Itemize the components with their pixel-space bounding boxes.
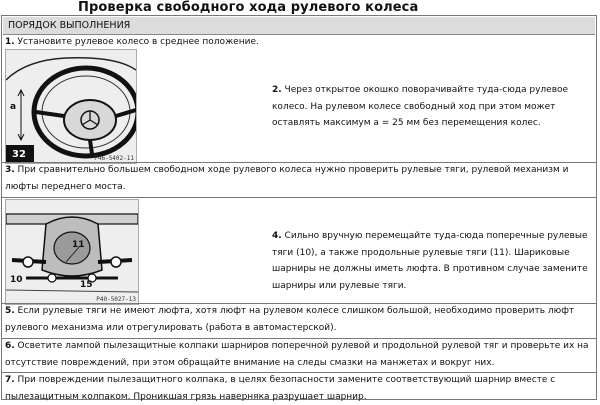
figure-1-label-a: a xyxy=(10,102,17,112)
step-5 xyxy=(5,303,595,336)
step-4-text: Сильно вручную перемещайте туда-сюда поперечные рулевые тяги (10), а также продольные рулевые тяги (11). Шариковые шарниры не должны иметь люфта. В противном случае замените шарниры или рулевые тяги. xyxy=(272,231,588,291)
figure-1-code: P46-5402-11 xyxy=(94,155,134,162)
step-7 xyxy=(5,372,595,405)
step-3-text: При сравнительно большем свободном ходе рулевого колеса нужно проверить рулевые тяги, рулевой механизм и люфты переднего моста. xyxy=(5,165,569,192)
step-6-text: Осветите лампой пылезащитные колпаки шарниров поперечной рулевой и продольной рулевой тяг и проверьте их на отсутствие повреждений, при этом обращайте внимание на следы смазки на манжетах и вокруг них. xyxy=(5,341,589,368)
divider xyxy=(2,197,596,198)
page-title: Проверка свободного хода рулевого колеса xyxy=(78,0,419,15)
step-2-number: 2. xyxy=(272,85,282,95)
step-5-text: Если рулевые тяги не имеют люфта, хотя люфт на рулевом колесе слишком большой, необходимо проверить люфт рулевого механизма или отрегулировать (работа в автомастерской). xyxy=(5,306,575,333)
section-header: ПОРЯДОК ВЫПОЛНЕНИЯ xyxy=(3,17,595,35)
figure-2-label-11: 11 xyxy=(72,240,85,250)
step-2 xyxy=(272,82,592,132)
step-4-number: 4. xyxy=(272,231,282,241)
steering-wheel-figure xyxy=(5,49,137,164)
figure-2-code: P40-5027-13 xyxy=(96,296,136,303)
figure-2-label-10: 10 xyxy=(10,275,23,285)
step-4 xyxy=(272,228,592,294)
step-5-number: 5. xyxy=(5,306,15,316)
step-2-text: Через открытое окошко поворачивайте туда-сюда рулевое колесо. На рулевом колесе свободный ход при этом может оставлять максимум а = 25 мм без перемещения колес. xyxy=(272,85,569,128)
instructions-panel xyxy=(1,15,597,400)
step-7-text: При повреждении пылезащитного колпака, в целях безопасности замените соответствующий шарнир вместе с пылезащитным колпаком. Проникшая грязь наверняка разрушает шарнир. xyxy=(5,375,556,402)
figure-1-label-32: 32 xyxy=(12,149,26,160)
step-6-number: 6. xyxy=(5,341,15,351)
step-1-number: 1. xyxy=(5,37,15,47)
step-6 xyxy=(5,338,595,371)
figure-2-label-15: 15 xyxy=(80,280,93,290)
step-3 xyxy=(5,162,595,195)
front-axle-figure xyxy=(5,199,139,305)
front-axle-drawing xyxy=(6,200,138,304)
step-1-text: Установите рулевое колесо в среднее положение. xyxy=(14,37,259,47)
step-3-number: 3. xyxy=(5,165,15,175)
steering-wheel-drawing xyxy=(6,50,136,163)
step-7-number: 7. xyxy=(5,375,15,385)
